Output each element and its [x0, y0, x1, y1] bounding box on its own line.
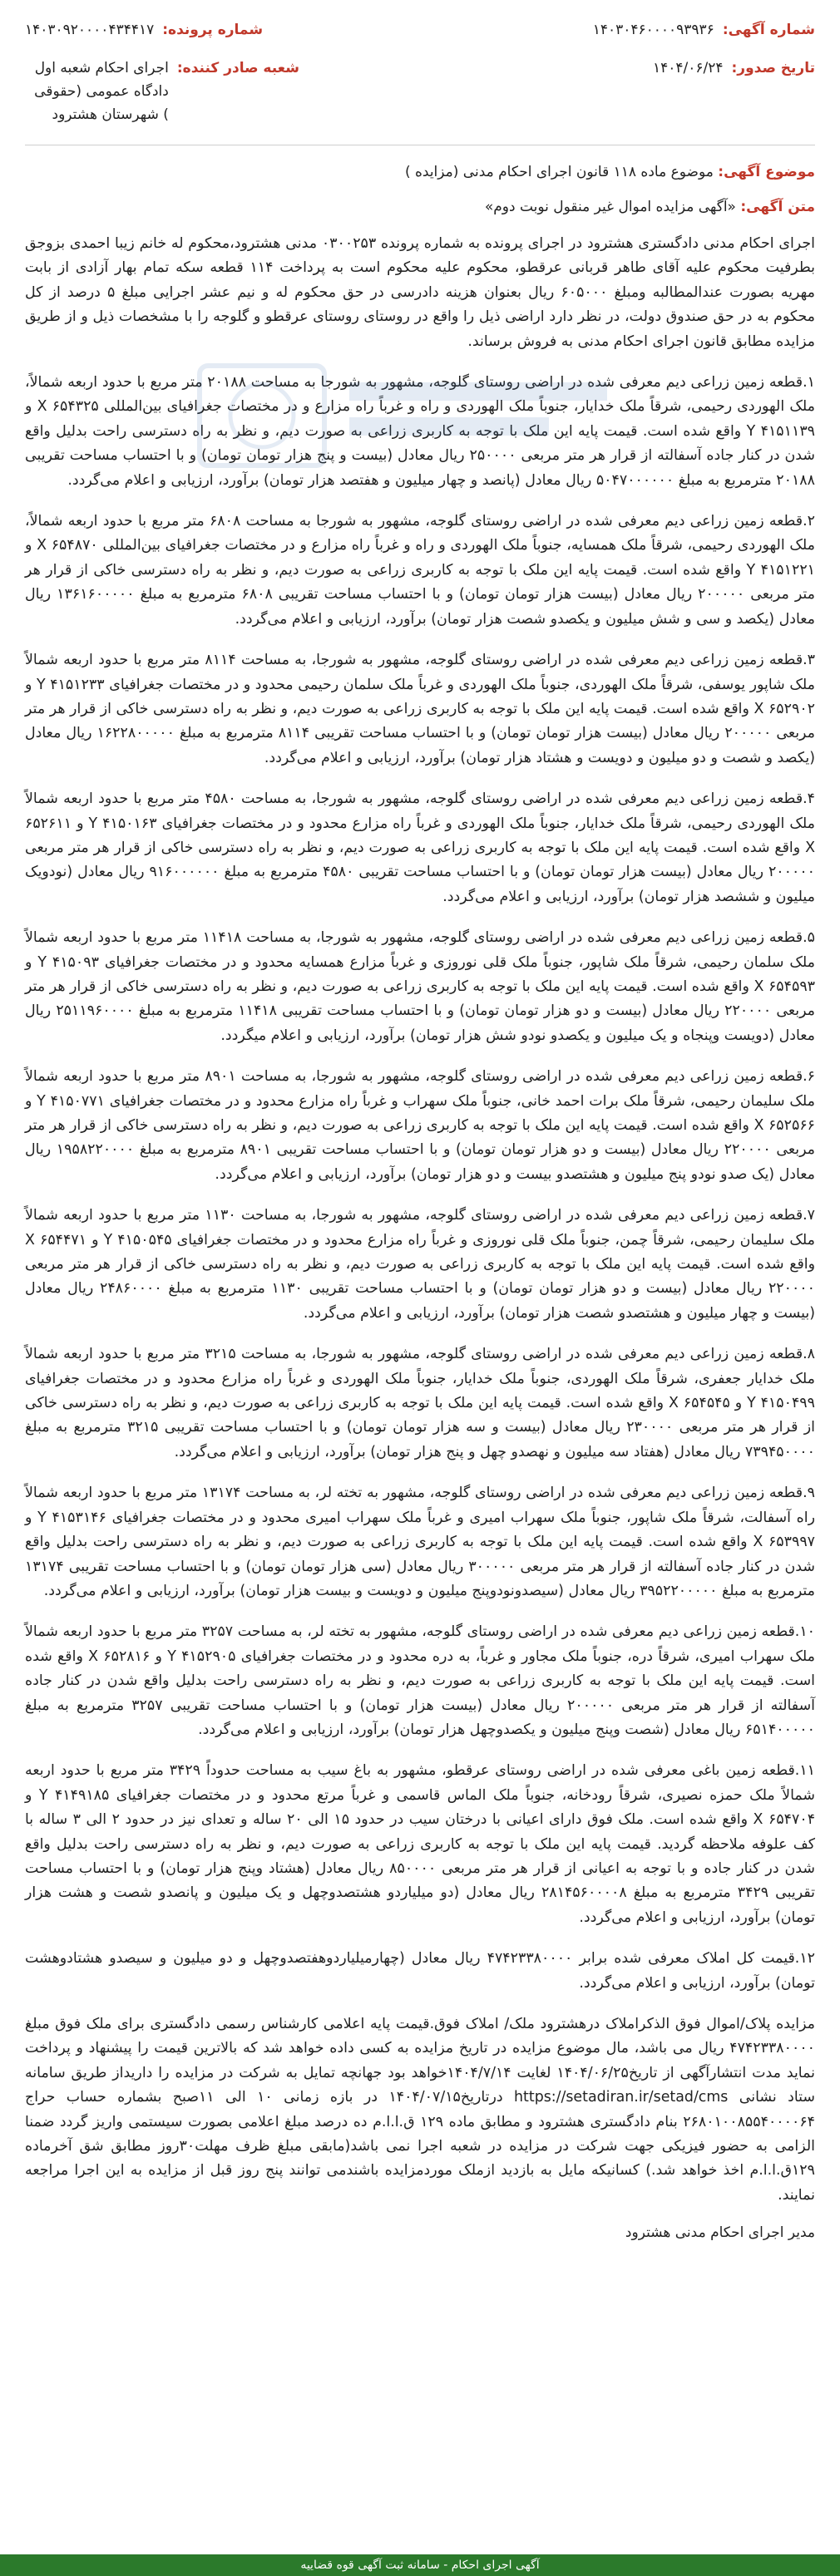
notice-number: [593, 18, 815, 42]
file-number-label: شماره پرونده:: [162, 22, 264, 38]
notice-number-label: شماره آگهی:: [722, 22, 815, 38]
paragraph-item-11: ۱۱.قطعه زمین باغی معرفی شده در اراضی روستای عرقطو، مشهور به باغ سیب به مساحت حدوداً ۳۴۲۹ متر مربع با حدود اربعه شمالاً ملک حمزه نصیری، شرقاً رودخانه، جنوباً ملک الماس قاسمی و غرباً مرتع محدود و در مختصات جغرافیای ۴۱۴۹۱۸۵ Y و ۶۵۴۷۰۴ X واقع شده است. ملک فوق دارای اعیانی با درختان سیب در حدود ۱۵ الی ۲۰ ساله و تعدای نیز در حدود ۲ الی ۳ ساله با کف علوفه ملاحظه گردید. قیمت پایه این ملک با توجه به کاربری زراعی به صورت دیم، و نظر به راه دسترسی راحت بدلیل واقع شدن در کنار جاده و با توجه به اعیانی از قرار هر متر مربعی ۸۵۰۰۰۰ ریال معادل (هشتاد وپنج هزار تومان) و با احتساب مساحت تقریبی ۳۴۲۹ مترمربع به مبلغ ۲۸۱۴۵۶۰۰۰۰۸ ریال معادل (دو میلیاردو هشتصدوچهل و یک میلیون و پانصدو شصت و هشت هزار تومان) برآورد، ارزیابی و اعلام می‌گردد.: [25, 1762, 816, 1926]
issue-date-value: ۱۴۰۴/۰۶/۲۴: [652, 60, 724, 76]
footer-bar: [0, 2554, 840, 2576]
issue-date-label: تاریخ صدور:: [731, 60, 815, 76]
paragraph-item-12: ۱۲.قیمت کل املاک معرفی شده برابر ۴۷۴۲۳۳۸۰۰۰۰ ریال معادل (چهارمیلیاردوهفتصدوچهل و دو میلیون و سیصدو هشتادوهشت تومان) برآورد، ارزیابی و اعلام می‌گردد.: [25, 1950, 815, 1992]
paragraph-item-2: ۲.قطعه زمین زراعی دیم معرفی شده در اراضی روستای گلوجه، مشهور به شورجا به مساحت ۶۸۰۸ متر مربع با حدود اربعه شمالاً، ملک الهوردی رحیمی، شرقاً ملک همسایه، جنوباً ملک الهوردی و راه و غرباً راه مزارع و در مختصات جغرافیای بین‌المللی ۶۵۴۸۷۰ X و ۴۱۵۱۲۲۱ Y واقع شده است. قیمت پایه این ملک با توجه به کاربری زراعی به صورت دیم، و نظر به راه دسترسی خاکی از قرار هر متر مربعی ۲۰۰۰۰۰ ریال معادل (بیست هزار تومان تومان) و با احتساب مساحت تقریبی ۶۸۰۸ مترمربع به مبلغ ۱۳۶۱۶۰۰۰۰۰ ریال معادل (یکصد و سی و شش میلیون و یکصدو شصت هزار تومان) برآورد، ارزیابی و اعلام می‌گردد.: [25, 513, 815, 628]
issuing-branch: [25, 57, 299, 126]
notice-number-value: ۱۴۰۳۰۴۶۰۰۰۰۹۳۹۳۶: [592, 22, 714, 38]
issue-date: [653, 57, 815, 80]
paragraph-item-5: ۵.قطعه زمین زراعی دیم معرفی شده در اراضی روستای گلوجه، مشهور به شورجا، به مساحت ۱۱۴۱۸ متر مربع با حدود اربعه شمالاً ملک سلمان رحیمی، شرقاً ملک شاپور، جنوباً ملک قلی نوروزی و غرباً مزارع همسایه محدود و در مختصات جغرافیای ۴۱۵۰۹۳ Y و ۶۵۴۵۹۳ X واقع شده است. قیمت پایه این ملک با توجه به کاربری زراعی به صورت دیم، و نظر به راه دسترسی خاکی از قرار هر متر مربعی ۲۲۰۰۰۰ ریال معادل (بیست و دو هزار تومان تومان) و با احتساب مساحت تقریبی ۱۱۴۱۸ مترمربع به مبلغ ۲۵۱۱۹۶۰۰۰۰ ریال معادل (دویست وپنجاه و یک میلیون و یکصدو نودو شش هزار تومان) برآورد، ارزیابی و اعلام میگردد.: [25, 929, 816, 1044]
footer-text: آگهی اجرای احکام - سامانه ثبت آگهی قوه قضاییه: [300, 2559, 540, 2572]
paragraph-item-10: ۱۰.قطعه زمین زراعی دیم معرفی شده در اراضی روستای گلوجه، مشهور به تخته لر، به مساحت ۳۲۵۷ متر مربع با حدود اربعه شمالاً ملک سهراب امیری، شرقاً دره، جنوباً ملک مجاور و غرباً، به دره محدود و در مختصات جغرافیای ۴۱۵۲۹۰۵ Y و ۶۵۲۸۱۶ X واقع شده است. قیمت پایه این ملک با توجه به کاربری زراعی به صورت دیم، و نظر به راه دسترسی راحت بدلیل واقع شدن در کنار جاده آسفالته از قرار هر متر مربعی ۲۰۰۰۰۰ ریال معادل (بیست هزار تومان) و با احتساب مساحت تقریبی ۳۲۵۷ مترمربع به مبلغ ۶۵۱۴۰۰۰۰۰ ریال معادل (شصت وپنج میلیون و یکصدوچهل هزار تومان) برآورد، ارزیابی و اعلام می‌گردد.: [25, 1623, 816, 1738]
file-number-value: ۱۴۰۳۰۹۲۰۰۰۰۴۳۴۴۱۷: [25, 22, 155, 38]
subject-line: [25, 160, 815, 184]
paragraph-item-8: ۸.قطعه زمین زراعی دیم معرفی شده در اراضی روستای گلوجه، مشهور به شورجا، به مساحت ۳۲۱۵ متر مربع با حدود اربعه شمالاً ملک خدایار جعفری، شرقاً ملک الهوردی، جنوباً ملک خدایار، جنوباً ملک الهوردی و غرباً راه مزارع محدود و در مختصات جغرافیای ۴۱۵۰۴۹۹ Y و ۶۵۴۵۴۵ X واقع شده است. قیمت پایه این ملک با توجه به کاربری زراعی به صورت دیم، و نظر به راه دسترسی خاکی از قرار هر متر مربعی ۲۳۰۰۰۰ ریال معادل (بیست و سه هزار تومان تومان) و با احتساب مساحت تقریبی ۳۲۱۵ مترمربع به مبلغ ۷۳۹۴۵۰۰۰۰ ریال معادل (هفتاد سه میلیون و نهصدو چهل و پنج هزار تومان) برآورد، ارزیابی و اعلام می‌گردد.: [25, 1346, 815, 1460]
paragraph-intro: اجرای احکام مدنی دادگستری هشترود در اجرای پرونده به شماره پرونده ۰۳۰۰۲۵۳ مدنی هشترود،محکوم له خانم زیبا احمدی بزوجق بطرفیت محکوم علیه آقای طاهر قربانی عرقطو، محکوم علیه محکوم است به پرداخت ۱۱۴ قطعه سکه تمام بهار آزادی از بابت مهریه بصورت عندالمطالبه ومبلغ ۶۰۵۰۰۰ ریال بعنوان هزینه دادرسی در حق محکوم له و نیم عشر اجرایی مبلغ ۵ درصد از کل محکوم به در حق صندوق دولت، در نظر دارد اراضی ذیل را واقع در روستای روستای عرقطو و گلوجه را با مشخصات ذیل و از طریق مزایده مطابق قانون اجرای احکام مدنی به فروش برساند.: [25, 235, 815, 350]
paragraph-item-1: ۱.قطعه زمین زراعی دیم معرفی شده در اراضی روستای گلوجه، مشهور به شورجا به مساحت ۲۰۱۸۸ متر مربع با حدود اربعه شمالاً، ملک الهوردی رحیمی، شرقاً ملک خدایار، جنوباً ملک الهوردی و راه و غرباً راه مزارع و در مختصات جغرافیای بین‌المللی ۶۵۴۳۲۵ X و ۴۱۵۱۱۳۹ Y واقع شده است. قیمت پایه این ملک با توجه به کاربری زراعی به صورت دیم، و نظر به راه دسترسی راحت بدلیل واقع شدن در کنار جاده آسفالته از قرار هر متر مربعی ۲۵۰۰۰۰ ریال معادل (بیست و پنج هزار تومان تومان) و با احتساب مساحت تقریبی ۲۰۱۸۸ مترمربع به مبلغ ۵۰۴۷۰۰۰۰۰۰ ریال معادل (پانصد و چهار میلیون و هفتصد هزار تومان) برآورد، ارزیابی و اعلام می‌گردد.: [25, 374, 815, 489]
file-number: [25, 18, 263, 42]
header-row-2: [25, 57, 815, 126]
issuing-branch-label: شعبه صادر کننده:: [176, 60, 299, 76]
paragraph-item-6: ۶.قطعه زمین زراعی دیم معرفی شده در اراضی روستای گلوجه، مشهور به شورجا، به مساحت ۸۹۰۱ متر مربع با حدود اربعه شمالاً ملک سلیمان رحیمی، شرقاً ملک برات احمد خانی، جنوباً ملک سهراب و غرباً راه مزارع محدود و در مختصات جغرافیای ۴۱۵۰۷۷۱ Y و ۶۵۲۵۶۶ X واقع شده است. قیمت پایه این ملک با توجه به کاربری زراعی به صورت دیم، و نظر به راه دسترسی خاکی از قرار هر متر مربعی ۲۲۰۰۰۰ ریال معادل (بیست و دو هزار تومان تومان) و با احتساب مساحت تقریبی ۸۹۰۱ مترمربع به مبلغ ۱۹۵۸۲۲۰۰۰۰ ریال معادل (یک صدو نودو پنج میلیون و هشتصدو بیست و دو هزار تومان) برآورد، ارزیابی و اعلام می‌گردد.: [25, 1068, 816, 1183]
paragraph-item-7: ۷.قطعه زمین زراعی دیم معرفی شده در اراضی روستای گلوجه، مشهور به شورجا، به مساحت ۱۱۳۰ متر مربع با حدود اربعه شمالاً ملک سلیمان رحیمی، شرقاً چمن، جنوباً ملک قلی نوروزی و غرباً راه مزارع محدود و در مختصات جغرافیای ۴۱۵۰۵۴۵ Y و ۶۵۴۴۷۱ X واقع شده است. قیمت پایه این ملک با توجه به کاربری زراعی به صورت دیم، و نظر به راه دسترسی خاکی از قرار هر متر مربعی ۲۲۰۰۰۰ ریال معادل (بیست و دو هزار تومان تومان) و با احتساب مساحت تقریبی ۱۱۳۰ مترمربع به مبلغ ۲۴۸۶۰۰۰۰ ریال معادل (بیست و چهار میلیون و هشتصدو شصت هزار تومان) برآورد، ارزیابی و اعلام می‌گردد.: [25, 1207, 815, 1322]
header-row-1: [25, 18, 815, 42]
text-heading: [25, 195, 815, 219]
issuing-branch-value: اجرای احکام شعبه اول دادگاه عمومی (حقوقی ) شهرستان هشترود: [34, 60, 169, 123]
subject-value: موضوع ماده ۱۱۸ قانون اجرای احکام مدنی (مزایده ): [404, 164, 714, 180]
text-label: متن آگهی:: [740, 199, 815, 215]
paragraph-item-3: ۳.قطعه زمین زراعی دیم معرفی شده در اراضی روستای گلوجه، مشهور به شورجا، به مساحت ۸۱۱۴ متر مربع با حدود اربعه شمالاً ملک شاپور یوسفی، شرقاً ملک الهوردی، جنوباً ملک الهوردی و غرباً ملک سلمان رحیمی محدود و در مختصات جغرافیای ۴۱۵۱۲۳۳ Y و ۶۵۲۹۰۲ X واقع شده است. قیمت پایه این ملک با توجه به کاربری زراعی به صورت دیم، و نظر به راه دسترسی خاکی از قرار هر متر مربعی ۲۰۰۰۰۰ ریال معادل (بیست هزار تومان تومان) و با احتساب مساحت تقریبی ۸۱۱۴ مترمربع به مبلغ ۱۶۲۲۸۰۰۰۰۰ ریال معادل (یکصد و شصت و دو میلیون و دویست و هشتاد هزار تومان) برآورد، ارزیابی و اعلام می‌گردد.: [25, 652, 816, 766]
paragraph-item-4: ۴.قطعه زمین زراعی دیم معرفی شده در اراضی روستای گلوجه، مشهور به شورجا، به مساحت ۴۵۸۰ متر مربع با حدود اربعه شمالاً ملک الهوردی رحیمی، شرقاً ملک خدایار، جنوباً ملک الهوردی و غرباً راه مزارع محدود و در مختصات جغرافیای ۴۱۵۰۱۶۳ Y و ۶۵۲۶۱۱ X واقع شده است. قیمت پایه این ملک با توجه به کاربری زراعی به صورت دیم، و نظر به راه دسترسی خاکی از قرار هر متر مربعی ۲۰۰۰۰۰ ریال معادل (بیست هزار تومان تومان) و با احتساب مساحت تقریبی ۴۵۸۰ مترمربع به مبلغ ۹۱۶۰۰۰۰۰۰ ریال معادل (نودویک میلیون و ششصد هزار تومان) برآورد، ارزیابی و اعلام می‌گردد.: [25, 791, 815, 905]
notice-body: [25, 232, 815, 2208]
paragraph-item-9: ۹.قطعه زمین زراعی دیم معرفی شده در اراضی روستای گلوجه، مشهور به تخته لر، به مساحت ۱۳۱۷۴ متر مربع با حدود اربعه شمالاً راه آسفالت، شرقاً ملک شاپور، جنوباً ملک سهراب امیری و غرباً ملک سهراب امیری محدود و در مختصات جغرافیای ۴۱۵۳۱۴۶ Y و ۶۵۳۹۹۷ X واقع شده است. قیمت پایه این ملک با توجه به کاربری زراعی به صورت دیم، و نظر به راه دسترسی راحت بدلیل واقع شدن در کنار جاده آسفالته از قرار هر متر مربعی ۳۰۰۰۰۰ ریال معادل (سی هزار تومان تومان) و با احتساب مساحت تقریبی ۱۳۱۷۴ مترمربع به مبلغ ۳۹۵۲۲۰۰۰۰۰ ریال معادل (سیصدونودوپنج میلیون و دویست و بیست هزار تومان) برآورد، ارزیابی و اعلام می‌گردد.: [25, 1485, 816, 1599]
paragraph-auction-terms: مزایده پلاک/اموال فوق الذکراملاک درهشترود ملک/ املاک فوق.قیمت پایه اعلامی کارشناس رسمی دادگستری برای ملک فوق مبلغ ۴۷۴۲۳۳۸۰۰۰۰ ریال می باشد، مال موضوع مزایده در تاریخ مزایده به کسی داده خواهد شد که بالاترین قیمت را پیشنهاد و پرداخت نماید مدت انتشارآگهی از تاریخ۱۴۰۴/۰۶/۲۵ لغایت ۱۴۰۴/۷/۱۴خواهد بود جهانچه تمایل به شرکت در مزایده را داریداز طریق سامانه ستاد نشانی https://setadiran.ir/setad/cms درتاریخ۱۴۰۴/۰۷/۱۵ در بازه زمانی ۱۰ الی ۱۱صبح بشماره حساب حراج ۲۶۸۰۱۰۰۸۵۵۴۰۰۰۰۶۴ بنام دادگستری هشترود و مطابق ماده ۱۲۹ ق.ا.ا.م ده درصد مبلغ اعلامی بصورت سیستمی واریز گردد ضمنا الزامی به حضور فیزیکی جهت شرکت در مزایده در شعبه اجرا نمی باشد(مابقی مبلغ ظرف مهلت۳۰روز مطابق شق آخرماده ۱۲۹ق.ا.ا.م اخذ خواهد شد.) کسانیکه مایل به بازدید ازملک موردمزایده باشندمی توانند پنج روز قبل از مزایده به این اجرا مراجعه نمایند.: [25, 2016, 815, 2204]
signature: مدیر اجرای احکام مدنی هشترود: [625, 2224, 815, 2242]
text-title: «آگهی مزایده اموال غیر منقول نوبت دوم»: [484, 199, 736, 215]
subject-label: موضوع آگهی:: [718, 164, 815, 180]
